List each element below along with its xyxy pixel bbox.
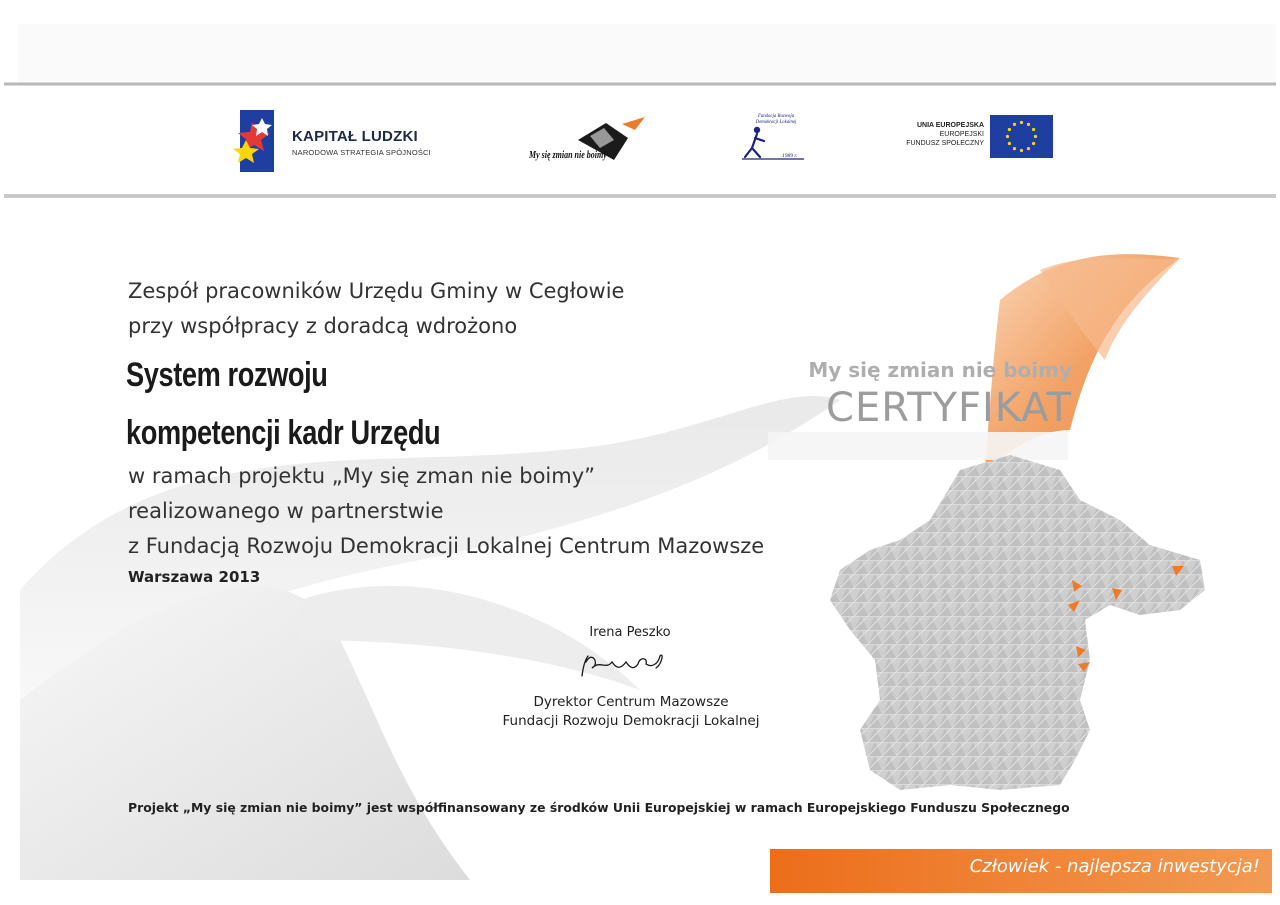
top-strip — [18, 24, 1276, 86]
headline-line-2: kompetencji kadr Urzędu — [126, 414, 441, 452]
signer-role-line-1: Dyrektor Centrum Mazowsze — [533, 694, 729, 710]
eu-flag-logo — [990, 115, 1053, 158]
intro-line-2: przy współpracy z doradcą wdrożono — [128, 314, 518, 338]
brand-tagline: My się zmian nie boimy — [808, 358, 1072, 382]
eu-logo-text — [872, 121, 984, 148]
project-line-1: w ramach projektu „My się zman nie boimy” — [128, 464, 596, 488]
logo-band — [18, 86, 1276, 194]
slogan-text: Człowiek - najlepsza inwestycja! — [969, 856, 1260, 877]
signer-name: Irena Peszko — [589, 625, 671, 640]
my-sie-zmian-logo-text: My się zmian nie boimy — [529, 150, 607, 161]
project-line-2: realizowanego w partnerstwie — [128, 499, 444, 523]
eu-line-1: UNIA EUROPEJSKA — [916, 122, 984, 129]
headline-line-1: System rozwoju — [126, 356, 328, 394]
eu-line-2: EUROPEJSKI — [939, 131, 984, 138]
place-year: Warszawa 2013 — [128, 568, 261, 586]
eu-line-3: FUNDUSZ SPOŁECZNY — [906, 140, 984, 147]
cofinancing-note: Projekt „My się zmian nie boimy” jest współfinansowany ze środków Unii Europejskiej w ramach Europejskiego Funduszu Społecznego — [128, 800, 1070, 815]
certificate-word: CERTYFIKAT — [826, 385, 1072, 431]
project-line-3: z Fundacją Rozwoju Demokracji Lokalnej Centrum Mazowsze — [128, 534, 765, 558]
kapital-ludzki-title: KAPITAŁ LUDZKI — [292, 128, 418, 145]
signer-role-line-2: Fundacji Rozwoju Demokracji Lokalnej — [502, 713, 760, 729]
intro-line-1: Zespół pracowników Urzędu Gminy w Cegłowie — [128, 279, 625, 303]
frdl-logo-year: 1989 r. — [782, 153, 798, 159]
brand-shadow — [768, 432, 1068, 460]
frdl-logo-text: Fundacja Rozwoju Demokracji Lokalnej — [755, 114, 797, 125]
kapital-ludzki-subtitle: NARODOWA STRATEGIA SPÓJNOŚCI — [292, 148, 431, 157]
